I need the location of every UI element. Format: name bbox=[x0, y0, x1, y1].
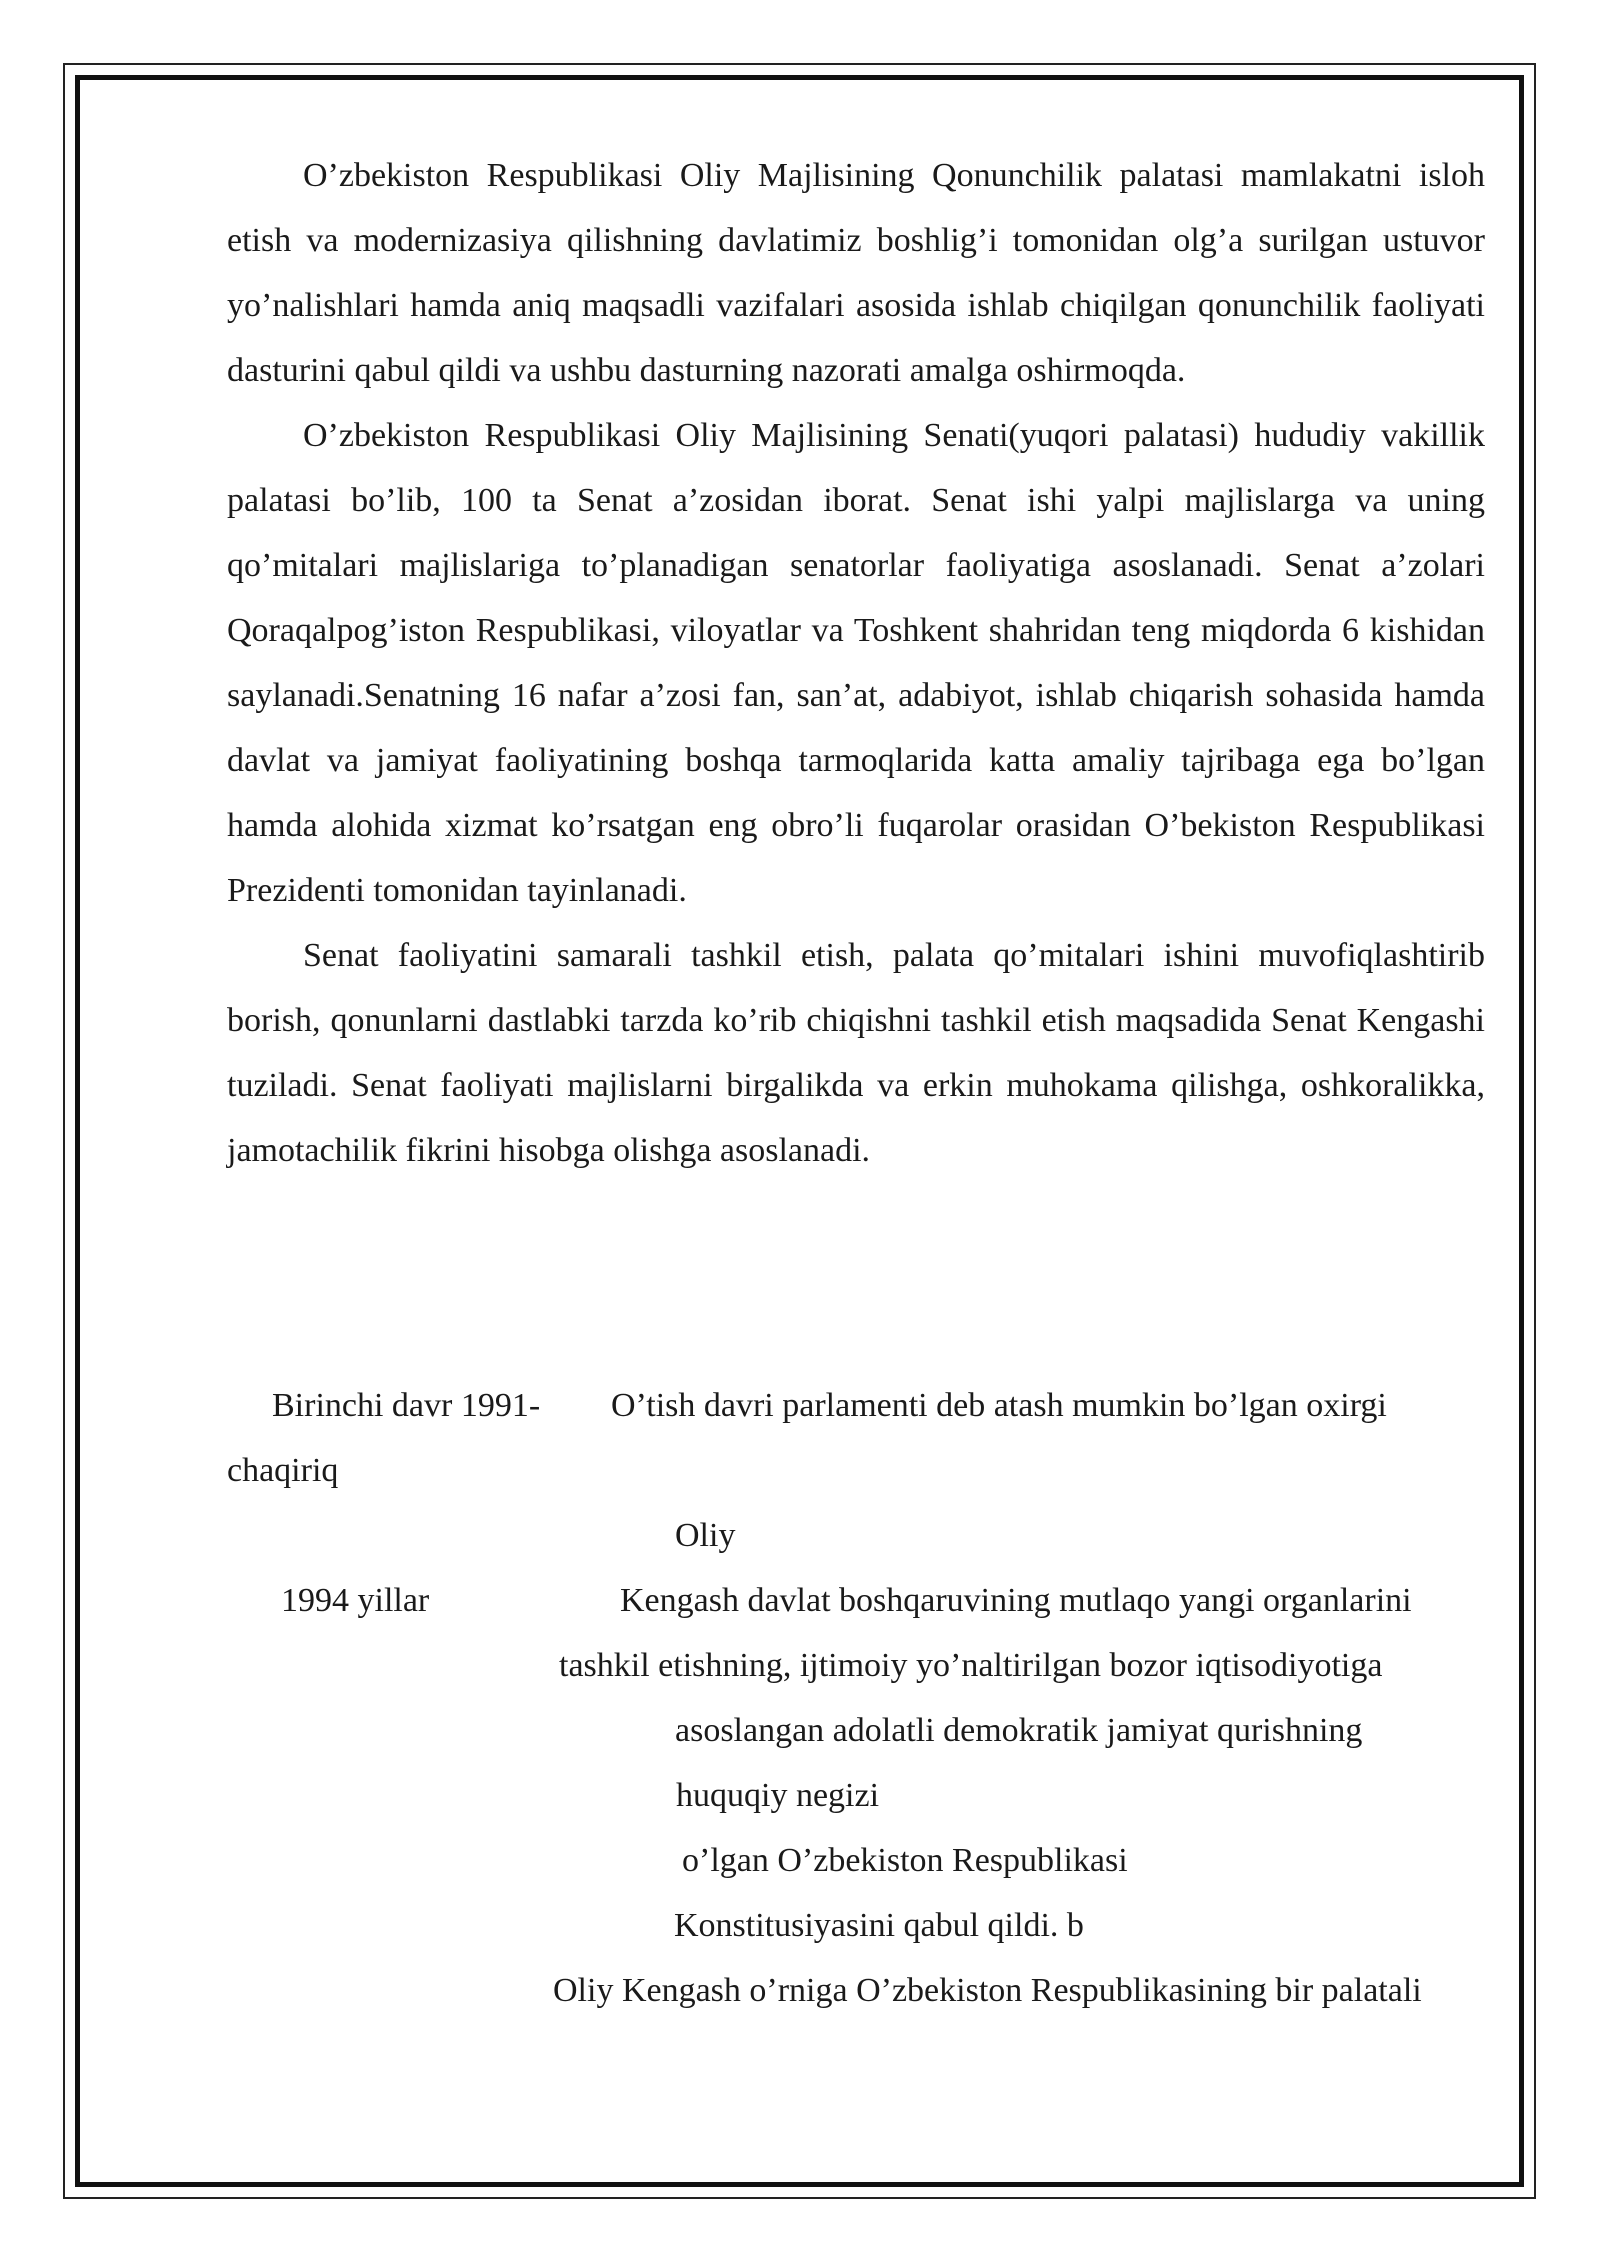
timeline-line-9: Oliy Kengash o’rniga O’zbekiston Respublikasining bir palatali bbox=[553, 1972, 1422, 2009]
timeline-line-3: Kengash davlat boshqaruvining mutlaqo yangi organlarini bbox=[620, 1582, 1412, 1619]
timeline-line-6: huquqiy negizi bbox=[676, 1777, 880, 1814]
timeline-period-label: Birinchi davr 1991- bbox=[272, 1387, 541, 1424]
timeline-years-label: 1994 yillar bbox=[281, 1582, 430, 1619]
timeline-line-5: asoslangan adolatli demokratik jamiyat qurishning bbox=[675, 1712, 1363, 1749]
timeline-line-1: O’tish davri parlamenti deb atash mumkin bo’lgan oxirgi bbox=[611, 1387, 1387, 1424]
paragraph-senat-kengashi: Senat faoliyatini samarali tashkil etish, palata qo’mitalari ishini muvofiqlashtirib borish, qonunlarni dastlabki tarzda ko’rib chiqishni tashkil etish maqsadida Senat Kengashi tuziladi. Senat faoliyati majlislarni birgalikda va erkin muhokama qilishga, oshkoralikka, jamotachilik fikrini hisobga olishga asoslanadi. bbox=[227, 937, 1485, 1169]
paragraph-qonunchilik-palatasi: O’zbekiston Respublikasi Oliy Majlisining Qonunchilik palatasi mamlakatni isloh etish va modernizasiya qilishning davlatimiz boshlig’i tomonidan olg’a surilgan ustuvor yo’nalishlari hamda aniq maqsadli vazifalari asosida ishlab chiqilgan qonunchilik faoliyati dasturini qabul qildi va ushbu dasturning nazorati amalga oshirmoqda. bbox=[227, 157, 1485, 389]
paragraph-senat: O’zbekiston Respublikasi Oliy Majlisining Senati(yuqori palatasi) hududiy vakillik palatasi bo’lib, 100 ta Senat a’zosidan iborat. Senat ishi yalpi majlislarga va uning qo’mitalari majlislariga to’planadigan senatorlar faoliyatiga asoslanadi. Senat a’zolari Qoraqalpog’iston Respublikasi, viloyatlar va Toshkent shahridan teng miqdorda 6 kishidan saylanadi.Senatning 16 nafar a’zosi fan, san’at, adabiyot, ishlab chiqarish sohasida hamda davlat va jamiyat faoliyatining boshqa tarmoqlarida katta amaliy tajribaga ega bo’lgan hamda alohida xizmat ko’rsatgan eng obro’li fuqarolar orasidan O’bekiston Respublikasi Prezidenti tomonidan tayinlanadi. bbox=[227, 417, 1485, 909]
timeline-line-8: Konstitusiyasini qabul qildi. b bbox=[674, 1907, 1084, 1944]
timeline-line-4: tashkil etishning, ijtimoiy yo’naltirilgan bozor iqtisodiyotiga bbox=[559, 1647, 1383, 1684]
timeline-line-7: o’lgan O’zbekiston Respublikasi bbox=[682, 1842, 1128, 1879]
timeline-convocation-label: chaqiriq bbox=[227, 1452, 339, 1489]
timeline-line-2: Oliy bbox=[675, 1517, 736, 1554]
document-body bbox=[227, 143, 1485, 1183]
